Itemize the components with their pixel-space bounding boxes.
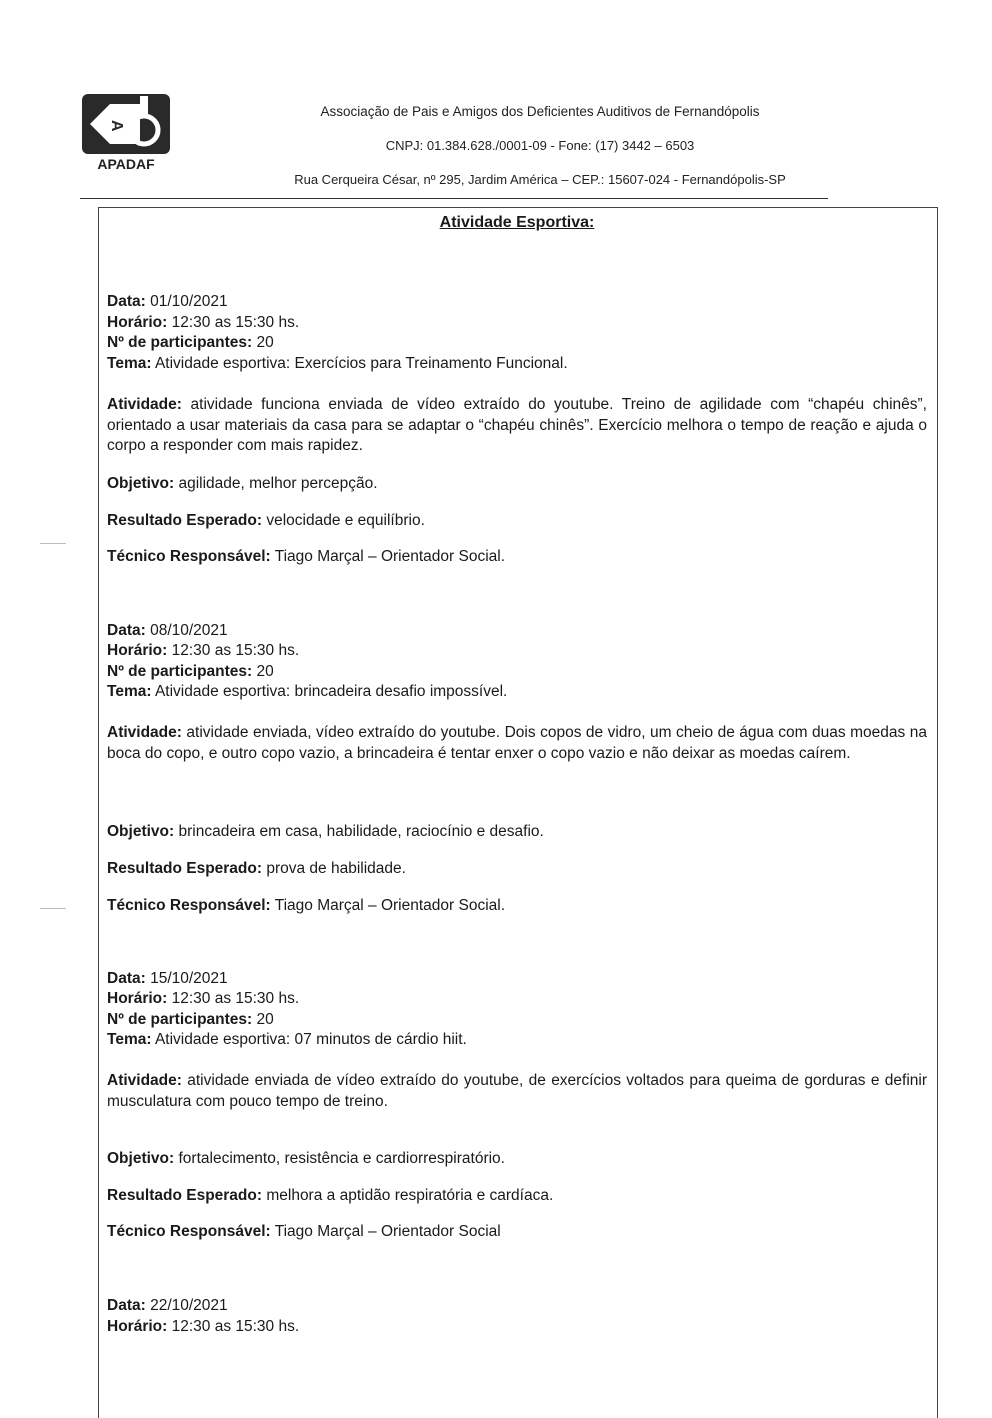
svg-text:A: A: [108, 120, 125, 132]
entry-3-objetivo: Objetivo: fortalecimento, resistência e cardiorrespiratório.: [107, 1150, 505, 1167]
entry-2-tema: Tema: Atividade esportiva: brincadeira desafio impossível.: [107, 683, 508, 700]
entry-1-horario: Horário: 12:30 as 15:30 hs.: [107, 314, 300, 331]
entry-1-atividade: Atividade: atividade funciona enviada de vídeo extraído do youtube. Treino de agilidade com “chapéu chinês”, orientado a usar materiais da casa para se adaptar o “chapéu chinês”. Exercício melhora o tempo de reação e ajuda o corpo a responder com mais rapidez.: [107, 396, 927, 455]
entry-1-objetivo: Objetivo: agilidade, melhor percepção.: [107, 475, 378, 492]
entry-3-tema: Tema: Atividade esportiva: 07 minutos de cárdio hiit.: [107, 1031, 467, 1048]
entry-3-horario: Horário: 12:30 as 15:30 hs.: [107, 990, 300, 1007]
entry-1-resultado: Resultado Esperado: velocidade e equilíbrio.: [107, 512, 425, 529]
entry-1-tecnico: Técnico Responsável: Tiago Marçal – Orientador Social.: [107, 548, 506, 565]
entry-3-resultado: Resultado Esperado: melhora a aptidão respiratória e cardíaca.: [107, 1187, 554, 1204]
entry-2-objetivo: Objetivo: brincadeira em casa, habilidade, raciocínio e desafio.: [107, 823, 544, 840]
entry-1-data: Data: 01/10/2021: [107, 293, 228, 310]
entry-4-data: Data: 22/10/2021: [107, 1297, 228, 1314]
document-title: Atividade Esportiva:: [439, 214, 595, 231]
entry-3-atividade: Atividade: atividade enviada de vídeo extraído do youtube, de exercícios voltados para queima de gorduras e definir musculatura com pouco tempo de treino.: [107, 1072, 927, 1110]
header-divider: [80, 198, 828, 199]
logo-mark-icon: [80, 92, 172, 156]
org-name: Associação de Pais e Amigos dos Deficientes Auditivos de Fernandópolis: [320, 104, 760, 119]
logo-text: APADAF: [97, 156, 155, 172]
entry-3-data: Data: 15/10/2021: [107, 970, 228, 987]
entry-2-data: Data: 08/10/2021: [107, 622, 228, 639]
address: Rua Cerqueira César, nº 295, Jardim América – CEP.: 15607-024 - Fernandópolis-SP: [294, 172, 786, 187]
entry-3-tecnico: Técnico Responsável: Tiago Marçal – Orientador Social: [107, 1223, 501, 1240]
entry-1-participantes: Nº de participantes: 20: [107, 334, 274, 351]
entry-2-atividade: Atividade: atividade enviada, vídeo extraído do youtube. Dois copos de vidro, um cheio de água com duas moedas na boca do copo, e outro copo vazio, a brincadeira é tentar enxer o copo vazio e não deixar as moedas caírem.: [107, 724, 927, 762]
cnpj-phone: CNPJ: 01.384.628./0001-09 - Fone: (17) 3442 – 6503: [385, 138, 695, 153]
entry-2-horario: Horário: 12:30 as 15:30 hs.: [107, 642, 300, 659]
apadaf-logo: [80, 92, 172, 178]
scan-mark: [40, 908, 66, 909]
entry-1-tema: Tema: Atividade esportiva: Exercícios para Treinamento Funcional.: [107, 355, 568, 372]
entry-2-participantes: Nº de participantes: 20: [107, 663, 274, 680]
entry-2-resultado: Resultado Esperado: prova de habilidade.: [107, 860, 406, 877]
entry-4-horario: Horário: 12:30 as 15:30 hs.: [107, 1318, 300, 1335]
entry-3-participantes: Nº de participantes: 20: [107, 1011, 274, 1028]
entry-2-tecnico: Técnico Responsável: Tiago Marçal – Orientador Social.: [107, 897, 506, 914]
scan-mark: [40, 543, 66, 544]
